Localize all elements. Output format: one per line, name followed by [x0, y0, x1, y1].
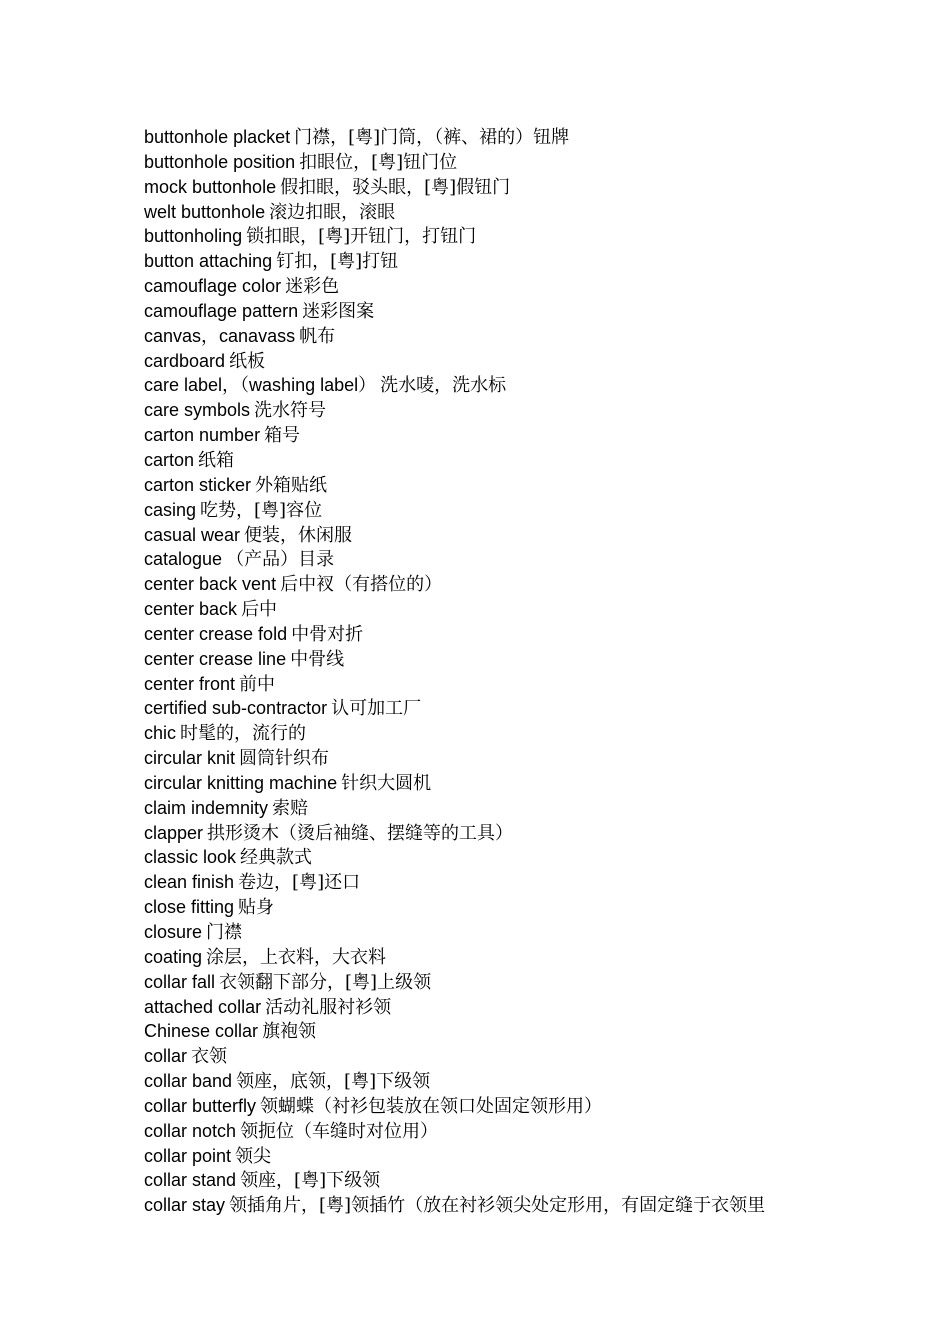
entry-term: Chinese collar [144, 1021, 259, 1042]
entry-definition: 贴身 [238, 897, 275, 919]
entry-term: buttonhole placket [144, 127, 291, 147]
glossary-entry [144, 200, 924, 225]
entry-definition: 涂层，上衣料，大衣料 [206, 946, 387, 968]
entry-term: casual wear [144, 524, 241, 545]
entry-term: center back [144, 599, 238, 620]
entry-definition: 纸板 [229, 350, 266, 372]
entry-term: casing [144, 499, 197, 520]
entry-definition: 经典款式 [240, 847, 313, 869]
entry-term: center crease fold [144, 623, 288, 644]
entry-term: attached collar [144, 996, 262, 1017]
glossary-entry [144, 721, 924, 746]
entry-term: collar [144, 1046, 188, 1067]
glossary-entry [144, 821, 924, 846]
glossary-entry [144, 125, 924, 150]
entry-definition: 领插角片，[粤]领插竹（放在衬衫领尖处定形用，有固定缝于衣领里 [229, 1195, 766, 1217]
entry-definition: 圆筒针织布 [239, 748, 330, 770]
glossary-list [144, 125, 924, 1218]
glossary-entry [144, 523, 924, 548]
entry-term: catalogue [144, 549, 223, 570]
glossary-entry [144, 647, 924, 672]
entry-definition: 中骨线 [290, 648, 345, 670]
glossary-entry [144, 1094, 924, 1119]
entry-definition: 吃势，[粤]容位 [200, 499, 323, 521]
entry-definition: 衣领 [191, 1046, 228, 1068]
entry-term: circular knitting machine [144, 772, 338, 793]
entry-definition: 索赔 [272, 797, 309, 819]
entry-definition: 扣眼位，[粤]钮门位 [299, 151, 458, 173]
entry-definition: 旗袍领 [262, 1021, 317, 1043]
entry-term: circular knit [144, 748, 236, 769]
glossary-entry [144, 1119, 924, 1144]
glossary-entry [144, 373, 924, 398]
entry-term: collar point [144, 1145, 232, 1166]
glossary-entry [144, 995, 924, 1020]
glossary-entry [144, 622, 924, 647]
entry-definition: 迷彩色 [285, 276, 340, 298]
glossary-entry [144, 498, 924, 523]
glossary-entry [144, 299, 924, 324]
glossary-entry [144, 1069, 924, 1094]
entry-definition: 洗水符号 [254, 400, 327, 422]
glossary-entry [144, 870, 924, 895]
entry-term: carton [144, 449, 195, 470]
entry-term: carton sticker [144, 474, 252, 495]
glossary-entry [144, 597, 924, 622]
entry-definition: 前中 [239, 673, 276, 695]
glossary-entry [144, 672, 924, 697]
entry-definition: 针织大圆机 [341, 772, 432, 794]
entry-definition: 领座，[粤]下级领 [240, 1170, 381, 1192]
glossary-entry [144, 696, 924, 721]
glossary-entry [144, 920, 924, 945]
entry-term: closure [144, 922, 203, 942]
entry-term: button attaching [144, 251, 273, 272]
entry-definition: 时髦的，流行的 [180, 723, 307, 745]
entry-term: canvas，canavass [144, 325, 296, 346]
entry-definition: 迷彩图案 [302, 300, 375, 322]
entry-definition: 领尖 [235, 1145, 272, 1167]
entry-definition: 假扣眼，驳头眼，[粤]假钮门 [280, 176, 511, 198]
glossary-entry [144, 547, 924, 572]
entry-definition: 中骨对折 [291, 623, 364, 645]
entry-definition: 认可加工厂 [331, 698, 422, 720]
entry-term: classic look [144, 847, 237, 868]
entry-definition: 洗水唛，洗水标 [380, 375, 507, 397]
entry-term: camouflage pattern [144, 300, 299, 321]
entry-term: collar stand [144, 1170, 237, 1191]
glossary-entry [144, 1144, 924, 1169]
entry-definition: 外箱贴纸 [255, 474, 328, 496]
entry-definition: 便装，休闲服 [244, 524, 353, 546]
entry-term: coating [144, 946, 203, 967]
entry-definition: 钉扣，[粤]打钮 [276, 251, 399, 273]
entry-term: mock buttonhole [144, 176, 277, 197]
entry-definition: （产品）目录 [226, 549, 335, 571]
glossary-entry [144, 274, 924, 299]
entry-term: collar notch [144, 1120, 237, 1141]
glossary-entry [144, 1044, 924, 1069]
entry-definition: 帆布 [299, 325, 336, 347]
entry-term: collar fall [144, 971, 216, 992]
entry-term: close fitting [144, 897, 235, 918]
glossary-entry [144, 845, 924, 870]
entry-term: care symbols [144, 400, 251, 421]
entry-term: clapper [144, 822, 204, 843]
glossary-entry [144, 1019, 924, 1044]
entry-term: care label，（washing label） [144, 375, 377, 396]
entry-term: carton number [144, 425, 261, 446]
entry-term: center back vent [144, 574, 277, 595]
entry-term: collar stay [144, 1195, 226, 1216]
glossary-entry [144, 224, 924, 249]
entry-definition: 滚边扣眼，滚眼 [269, 201, 396, 223]
entry-term: center crease line [144, 648, 287, 669]
glossary-entry [144, 970, 924, 995]
glossary-entry [144, 1168, 924, 1193]
glossary-entry [144, 572, 924, 597]
entry-term: collar butterfly [144, 1095, 257, 1116]
entry-term: buttonholing [144, 226, 243, 247]
entry-definition: 锁扣眼，[粤]开钮门，打钮门 [246, 226, 477, 248]
entry-term: buttonhole position [144, 151, 296, 172]
glossary-entry [144, 895, 924, 920]
entry-term: camouflage color [144, 276, 282, 297]
entry-term: clean finish [144, 872, 235, 893]
entry-term: claim indemnity [144, 797, 269, 818]
glossary-entry [144, 423, 924, 448]
glossary-entry [144, 398, 924, 423]
entry-definition: 门襟，[粤]门筒，（裤、裙的）钮牌 [294, 127, 570, 148]
glossary-entry [144, 473, 924, 498]
entry-definition: 门襟 [206, 922, 243, 943]
glossary-entry [144, 945, 924, 970]
entry-definition: 领蝴蝶（衬衫包装放在领口处固定领形用） [260, 1095, 603, 1117]
glossary-entry [144, 324, 924, 349]
glossary-entry [144, 746, 924, 771]
glossary-entry [144, 349, 924, 374]
glossary-entry [144, 150, 924, 175]
entry-term: chic [144, 723, 177, 744]
entry-definition: 纸箱 [198, 449, 235, 471]
glossary-entry [144, 448, 924, 473]
entry-definition: 领座，底领，[粤]下级领 [236, 1071, 431, 1093]
entry-definition: 拱形烫木（烫后袖缝、摆缝等的工具） [207, 822, 514, 844]
glossary-entry [144, 771, 924, 796]
entry-term: welt buttonhole [144, 201, 266, 222]
entry-definition: 卷边，[粤]还口 [238, 872, 361, 894]
entry-definition: 领扼位（车缝时对位用） [240, 1120, 439, 1142]
glossary-entry [144, 1193, 924, 1218]
glossary-entry [144, 796, 924, 821]
entry-definition: 箱号 [264, 425, 301, 447]
entry-term: certified sub-contractor [144, 698, 328, 719]
entry-term: cardboard [144, 350, 226, 371]
entry-definition: 后中 [241, 599, 278, 621]
glossary-entry [144, 249, 924, 274]
entry-definition: 衣领翻下部分，[粤]上级领 [219, 971, 432, 993]
entry-term: center front [144, 673, 236, 694]
entry-definition: 后中衩（有搭位的） [280, 574, 443, 596]
entry-definition: 活动礼服衬衫领 [265, 996, 392, 1018]
glossary-entry [144, 175, 924, 200]
entry-term: collar band [144, 1071, 233, 1092]
